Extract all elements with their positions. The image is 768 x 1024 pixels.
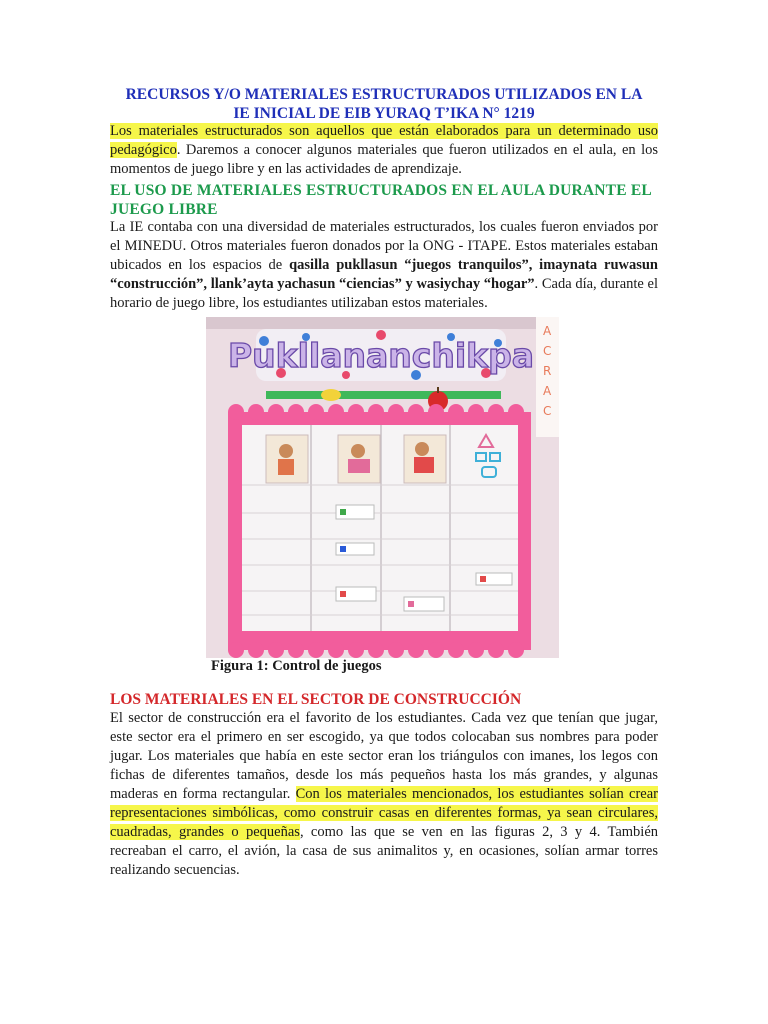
section-1-text-a: La IE contaba con una diversidad de materiales estructurados, los cuales fueron enviados por el MINEDU. Otros materiales fueron donados por la ONG - ITAPE. Estos materiales estaban ubicados en los espacios de: [110, 219, 658, 273]
section-2-highlight: Con los materiales mencionados, los estudiantes solían crear representaciones simbólicas, como construir casas en diferentes formas, ya sean circulares, cuadradas, grandes o pequeñas: [110, 786, 658, 840]
section-2-text-b: , como las que se ven en las figuras 2, 3 y 4. También recreaban el carro, el avión, la casa de sus animalitos y, en ocasiones, solían armar torres realizando secuencias.: [110, 824, 659, 878]
caterpillar-icon: [321, 389, 341, 401]
svg-text:R: R: [543, 364, 552, 378]
intro-paragraph: [110, 122, 658, 179]
banner-title: Pukllananchikpa: [228, 336, 534, 375]
document-title: [110, 85, 658, 123]
svg-text:C: C: [543, 344, 552, 358]
title-line-2: IE INICIAL DE EIB YURAQ T’IKA N° 1219: [233, 105, 535, 122]
section-1-paragraph: [110, 218, 658, 313]
section-2-paragraph: [110, 709, 658, 880]
section-heading-free-play: EL USO DE MATERIALES ESTRUCTURADOS EN EL AULA DURANTE EL JUEGO LIBRE: [110, 182, 652, 218]
section-2-text-a: El sector de construcción era el favorito de los estudiantes. Cada vez que tenían que jugar, este sector era el primero en ser escogido, ya que todos colocaban sus nombres para poder jugar. Los materiales que había en este sector eran los triángulos con imanes, los legos con fichas de diferentes tamaños, desde los más pequeños hasta los más grandes, y algunas maderas en forma rectangular.: [110, 710, 658, 802]
intro-highlight: Los materiales estructurados son aquellos que están elaborados para un determinado uso pedagógico: [110, 123, 658, 158]
control-de-juegos-photo: [206, 317, 559, 658]
svg-text:C: C: [543, 404, 552, 418]
section-heading-construction: LOS MATERIALES EN EL SECTOR DE CONSTRUCCIÓN: [110, 691, 522, 708]
section-1-bold-spaces: qasilla pukllasun “juegos tranquilos”, imaynata ruwasun “construcción”, llank’ayta yachasun “ciencias” y wasiychay “hogar”: [110, 257, 658, 292]
section-1-text-b: . Cada día, durante el horario de juego libre, los estudiantes utilizaban estos materiales.: [110, 276, 659, 311]
green-strip: [266, 391, 501, 399]
svg-text:A: A: [543, 384, 552, 398]
intro-rest: . Daremos a conocer algunos materiales que fueron utilizados en el aula, en los momentos de juego libre y en las actividades de aprendizaje.: [110, 142, 658, 177]
title-line-1: RECURSOS Y/O MATERIALES ESTRUCTURADOS UTILIZADOS EN LA: [125, 86, 643, 103]
svg-text:A: A: [543, 324, 552, 338]
figure-caption: Figura 1: Control de juegos: [211, 658, 382, 674]
